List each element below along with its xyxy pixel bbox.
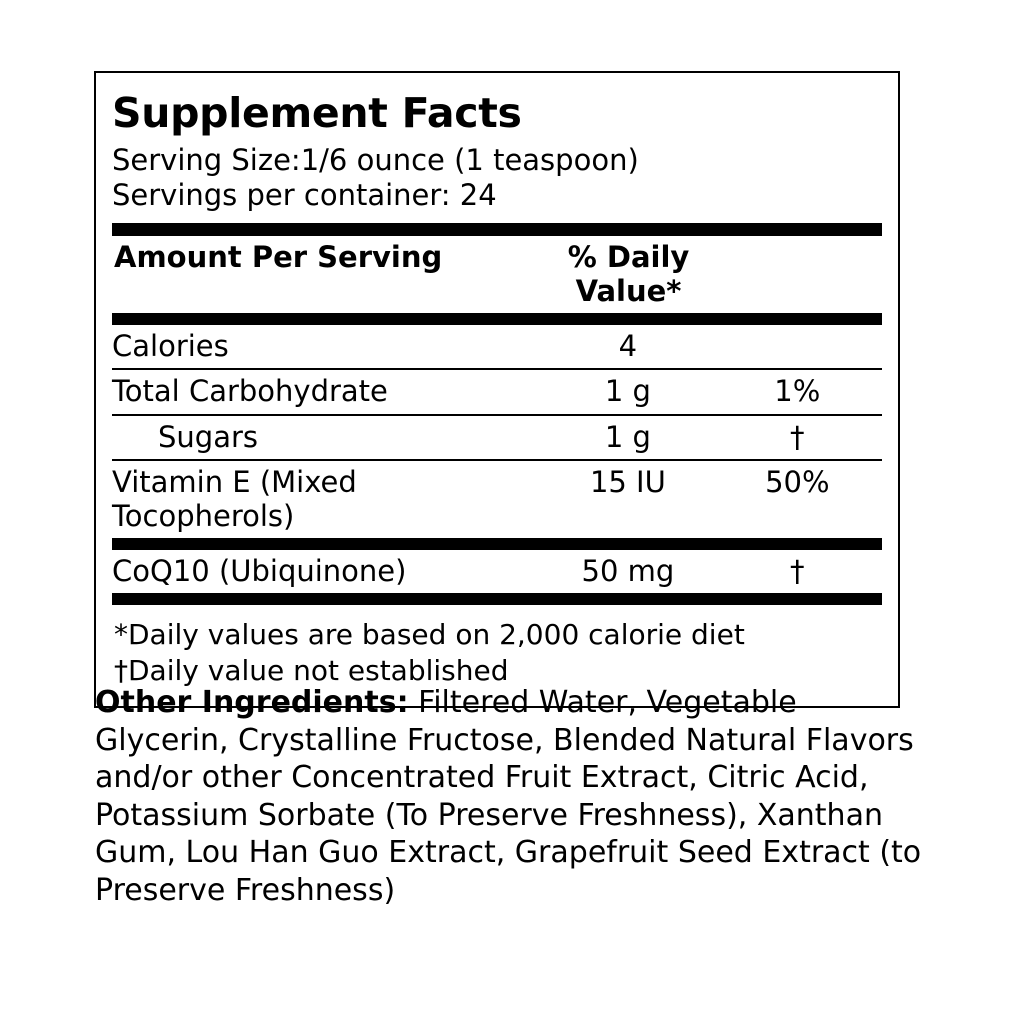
other-ingredients-text: Filtered Water, Vegetable Glycerin, Crystalline Fructose, Blended Natural Flavors and/or other Concentrated Fruit Extract, Citric Acid, Potassium Sorbate (To Preserve Freshness), Xanthan Gum, Lou Han Guo Extract, Grapefruit Seed Extract (to Preserve Freshness) [95, 685, 922, 908]
nutrient-name: Calories [112, 329, 229, 364]
other-ingredients-label: Other Ingredients: [95, 685, 409, 720]
nutrient-daily-value: 1% [713, 369, 882, 414]
nutrient-daily-value: 50% [713, 460, 882, 538]
panel-title: Supplement Facts [112, 89, 522, 137]
divider-thick-middle [112, 538, 882, 550]
table-row [112, 415, 882, 460]
table-row [112, 550, 882, 593]
nutrient-amount: 1 g [543, 369, 712, 414]
nutrient-name: Total Carbohydrate [112, 369, 543, 414]
table-row [112, 369, 882, 414]
nutrient-daily-value: † [713, 415, 882, 460]
nutrient-daily-value [713, 325, 882, 369]
nutrient-amount: 15 IU [543, 460, 712, 538]
divider-thick-bottom [112, 593, 882, 605]
divider-thick-under-header [112, 313, 882, 325]
divider-thick-top [112, 223, 882, 236]
nutrient-name: Sugars [112, 415, 543, 460]
other-ingredients-block [95, 684, 925, 909]
servings-per-container-line: Servings per container: 24 [112, 178, 497, 213]
table-row [112, 325, 882, 369]
nutrient-name: CoQ10 (Ubiquinone) [112, 554, 407, 589]
nutrient-amount: 50 mg [581, 554, 675, 589]
nutrient-amount: 4 [618, 329, 638, 364]
header-spacer [713, 236, 882, 313]
nutrient-daily-value: † [790, 554, 805, 589]
table-row [112, 460, 882, 538]
footnote-dagger: †Daily value not established [114, 653, 509, 687]
supplement-facts-panel [94, 71, 900, 708]
nutrient-name: Vitamin E (Mixed Tocopherols) [112, 460, 543, 538]
header-daily-value: % Daily Value* [567, 239, 690, 308]
facts-header-table [112, 236, 882, 313]
footnote-daily-values: *Daily values are based on 2,000 calorie diet [114, 618, 745, 652]
nutrient-amount: 1 g [543, 415, 712, 460]
facts-table-secondary [112, 550, 882, 593]
serving-size-line: Serving Size:1/6 ounce (1 teaspoon) [112, 142, 639, 177]
facts-header-row [112, 236, 882, 313]
facts-table [112, 325, 882, 538]
header-amount-per-serving: Amount Per Serving [114, 239, 443, 274]
